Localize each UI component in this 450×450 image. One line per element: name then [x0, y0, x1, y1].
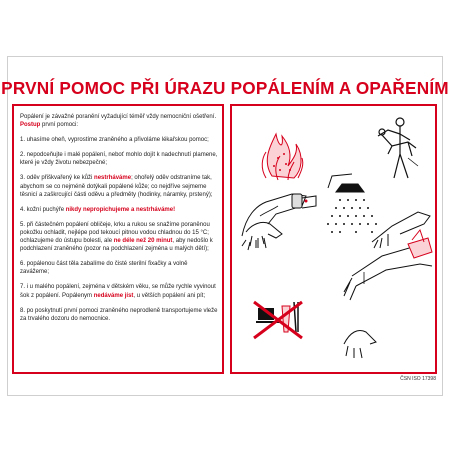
step-5-warning: ne déle než 20 minut: [113, 238, 173, 245]
intro-paragraph: [20, 113, 218, 129]
intro-text: Popálení je závažné poranění vyžadující téměř vždy nemocniční ošetření.: [20, 114, 217, 120]
burned-hand-icon: [242, 194, 316, 250]
step-2: 2. nepodceňujte i malé popálení, neboť mohlo dojít k nadechnutí plamene, které je vždy životu nebezpečné;: [20, 152, 218, 167]
step-3-post: ; ohořelý oděv odstraníme tak, abychom se co nejméně dotýkali popálené kůže; co nejdříve sejmeme těsnicí a zaškrcující části oděvu a předměty (hodinky, náramky, prstený);: [20, 175, 213, 198]
step-7-pre: 7. i u malého popálení, zejména v dětském věku, se může rychle vyvinout šok z popálení. Popálenym: [20, 284, 216, 299]
hand-icon: [344, 331, 376, 359]
sign-title: PRVNÍ POMOC PŘI ÚRAZU POPÁLENÍM A OPAŘENÍM: [1, 78, 449, 98]
step-8: 8. po poskytnutí první pomoci zraněného neprodleně transportujeme vleže za trvalého dozoru do nemocnice.: [20, 307, 218, 322]
step-7: [20, 283, 218, 299]
instructions-panel: [12, 104, 224, 374]
step-5-post: , aby nedošlo k podchlazení zraněného (pozor na podchlazení zejména u malých dětí);: [20, 238, 213, 253]
postup-label: Postup: [20, 122, 41, 129]
step-4-pre: 4. kožní puchýře: [20, 206, 66, 213]
step-3-pre: 3. oděv přiškvařený ke kůži: [20, 175, 95, 182]
step-3: [20, 174, 218, 198]
step-5-pre: 5. při částečném popálení obličeje, krku a rukou se snažíme poraněnou pokožku ochladit, nejlépe pod tekoucí pitnou vodou chladnou do 15 °C; ochlazujeme do ústupu bolesti, ale: [20, 221, 210, 245]
step-7-warning: nedáváme jíst: [93, 292, 134, 299]
flame-icon: [262, 134, 303, 180]
step-7-post: , u větších popálení ani pít;: [133, 292, 206, 299]
pictograms-panel: [230, 104, 437, 374]
pictograms-svg: [232, 106, 439, 376]
step-3-warning: nestrháváme: [94, 175, 132, 182]
step-4-warning: nikdy nepropichujeme a nestrháváme!: [65, 206, 176, 213]
step-5: [20, 221, 218, 253]
rescuer-carry-icon: [378, 118, 418, 178]
step-1: 1. uhasíme oheň, vyprostíme zraněného a přivoláme lékařskou pomoc;: [20, 137, 209, 144]
instructions-text: [20, 113, 218, 330]
standard-code: ČSN ISO 17398: [400, 376, 436, 382]
hand-icon: [246, 222, 282, 248]
step-4: [20, 206, 218, 214]
step-6: 6. popálenou část těla zabalíme do čisté sterilní fixačky a volně zavážeme;: [20, 261, 188, 276]
postup-rest: první pomoci:: [40, 122, 79, 129]
no-food-drink-icon: [254, 302, 302, 338]
